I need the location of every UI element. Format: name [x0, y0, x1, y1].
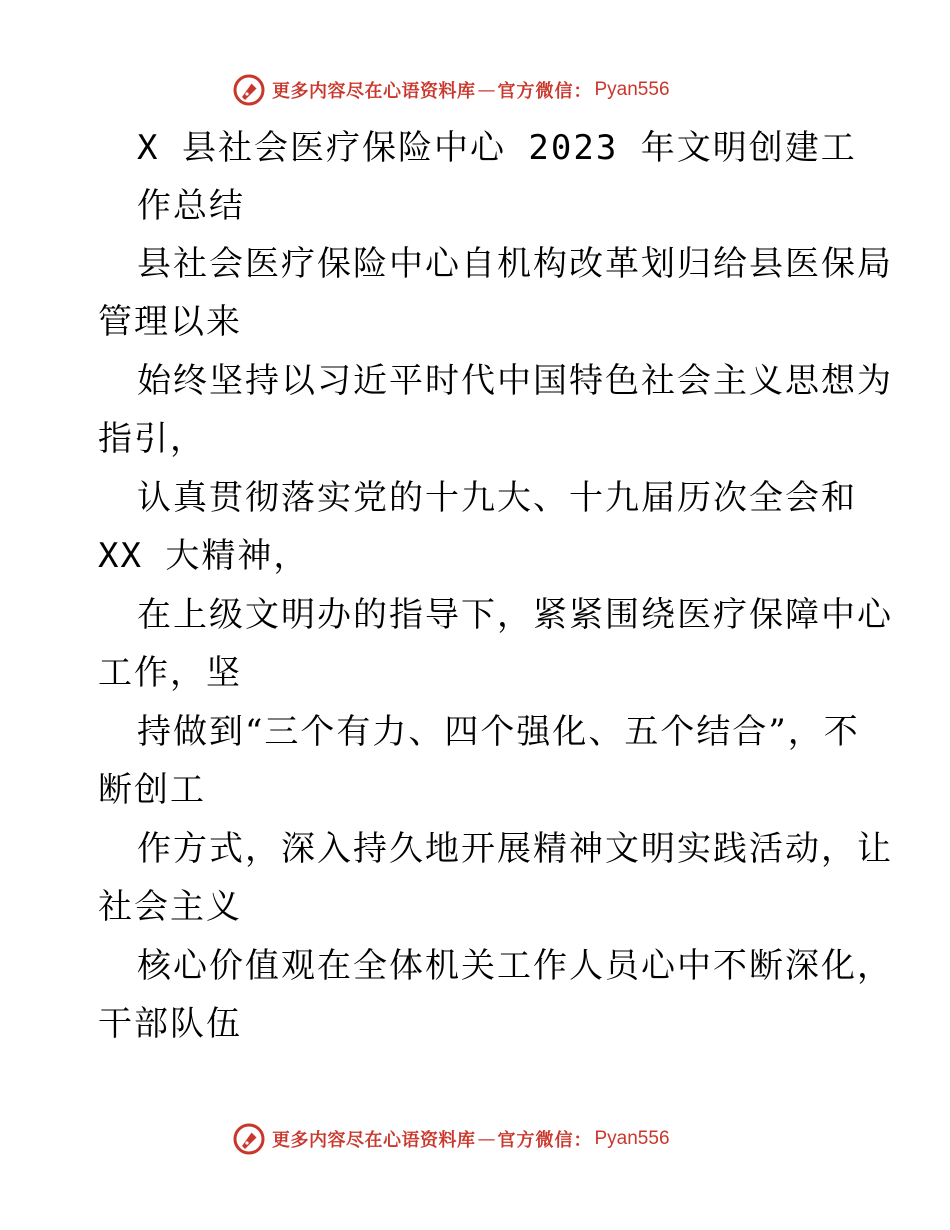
paragraph-line: XX 大精神， — [98, 536, 310, 576]
paragraph-line: 社会主义 — [98, 887, 242, 927]
paragraph-line: 认真贯彻落实党的十九大、十九届历次全会和 — [137, 478, 857, 518]
wechat-label: 官方微信： — [497, 1130, 593, 1151]
promo-text: 更多内容尽在心语资料库 — [272, 1130, 476, 1151]
paragraph-line: 干部队伍 — [98, 1004, 242, 1044]
header-banner — [232, 72, 670, 108]
paragraph-line: 始终坚持以习近平时代中国特色社会主义思想为 — [137, 361, 893, 401]
banner-separator: — — [477, 79, 496, 101]
title-line-2: 作总结 — [137, 186, 245, 226]
wechat-id: Pyan556 — [594, 79, 670, 100]
footer-banner — [232, 1121, 670, 1157]
paragraph-line: 县社会医疗保险中心自机构改革划归给县医保局 — [137, 244, 893, 284]
paragraph-line: 在上级文明办的指导下，紧紧围绕医疗保障中心 — [137, 595, 893, 635]
wechat-label: 官方微信： — [497, 81, 593, 102]
paragraph-line: 指引， — [98, 419, 206, 459]
promo-text: 更多内容尽在心语资料库 — [272, 81, 476, 102]
banner-separator: — — [477, 1128, 496, 1150]
pen-nib-logo-icon — [232, 73, 266, 107]
paragraph-line: 管理以来 — [98, 302, 242, 342]
paragraph-line: 核心价值观在全体机关工作人员心中不断深化， — [137, 946, 893, 986]
wechat-id: Pyan556 — [594, 1128, 670, 1149]
paragraph-line: 持做到“三个有力、四个强化、五个结合”，不 — [137, 712, 860, 752]
paragraph-line: 工作，坚 — [98, 653, 242, 693]
paragraph-line: 断创工 — [98, 770, 206, 810]
pen-nib-logo-icon — [232, 1122, 266, 1156]
paragraph-line: 作方式，深入持久地开展精神文明实践活动，让 — [137, 829, 893, 869]
title-line-1: X 县社会医疗保险中心 2023 年文明创建工 — [137, 128, 857, 168]
